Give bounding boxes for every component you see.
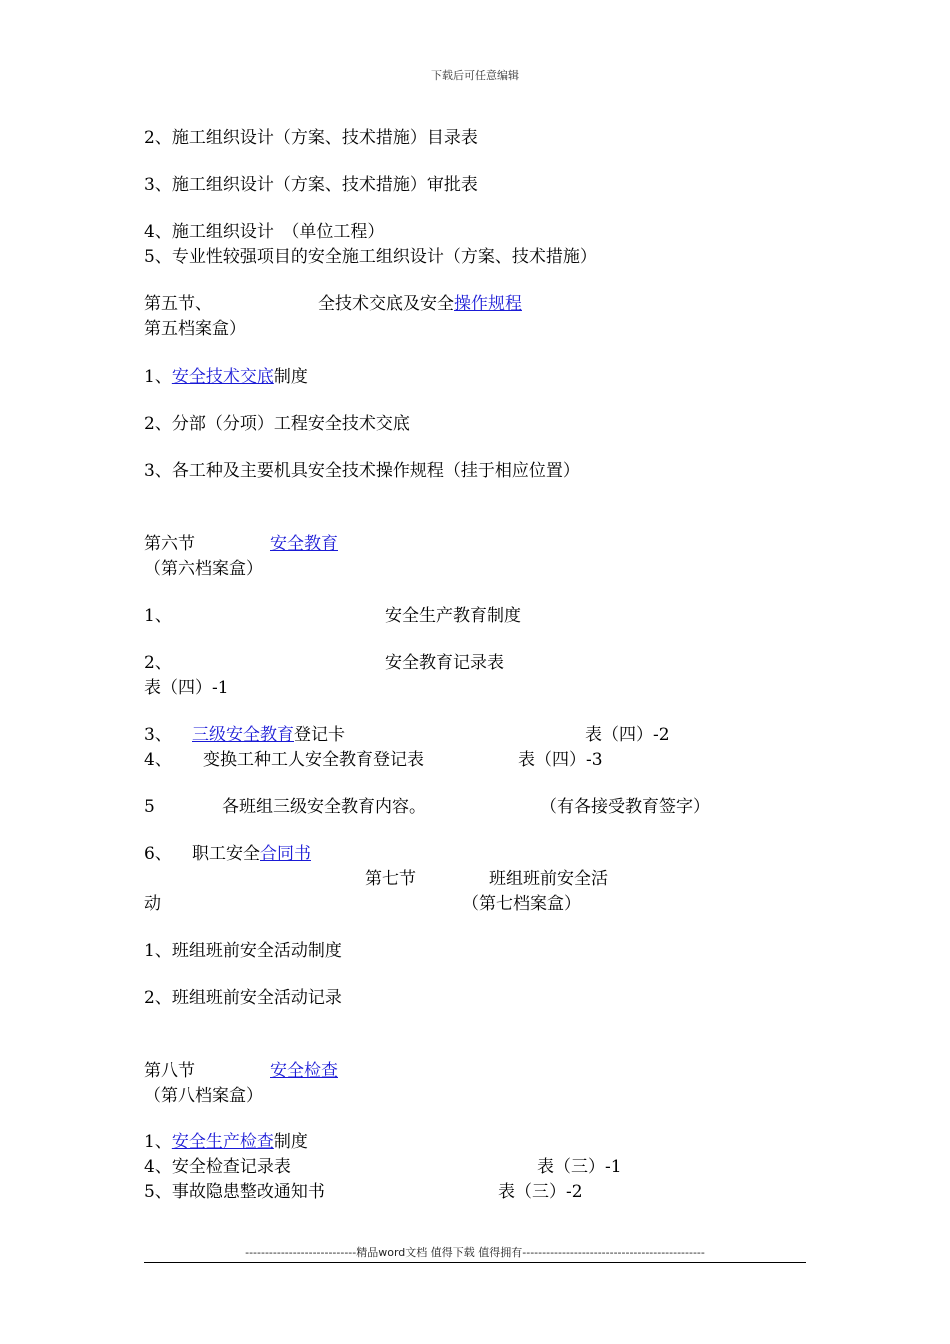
- list-item-special-design: 5、专业性较强项目的安全施工组织设计（方案、技术措施）: [144, 247, 597, 267]
- form-ref: 表（四）-2: [585, 725, 670, 745]
- footer-rule: [144, 1262, 806, 1263]
- section-7-box: （第七档案盒）: [462, 894, 581, 914]
- list-item-toc: 2、施工组织设计（方案、技术措施）目录表: [144, 128, 478, 148]
- list-item-inspection-system: [144, 1131, 308, 1153]
- list-item-approval: 3、施工组织设计（方案、技术措施）审批表: [144, 175, 478, 195]
- page-header-note: 下载后可任意编辑: [431, 69, 519, 82]
- page-footer: ----------------------------精品word文档 值得下载 值得拥有----------------------------------------------: [245, 1246, 705, 1259]
- list-item-team-activity-record: 2、班组班前安全活动记录: [144, 988, 342, 1008]
- form-ref: 表（三）-1: [537, 1157, 622, 1177]
- section-8-label: 第八节: [144, 1061, 195, 1081]
- section-6-box: （第六档案盒）: [144, 559, 263, 579]
- section-5-title: [318, 293, 522, 315]
- list-item-hazard-notice: 5、事故隐患整改通知书: [144, 1182, 325, 1202]
- link-three-level-education[interactable]: 三级安全教育: [192, 725, 294, 745]
- section-7-title: 班组班前安全活: [489, 869, 608, 889]
- list-item-job-change-record: 变换工种工人安全教育登记表: [203, 750, 424, 770]
- section-8-box: （第八档案盒）: [144, 1086, 263, 1106]
- section-6-label: 第六节: [144, 534, 195, 554]
- section-5-label: 第五节、: [144, 294, 212, 314]
- section-7-label: 第七节: [365, 869, 416, 889]
- item-number: 6、: [144, 844, 172, 864]
- form-ref: 表（三）-2: [498, 1182, 583, 1202]
- item-text: 职工安全: [192, 844, 260, 864]
- item-number: 1、: [144, 367, 172, 387]
- list-item-operation-rules: 3、各工种及主要机具安全技术操作规程（挂于相应位置）: [144, 461, 580, 481]
- item-number: 1、: [144, 606, 172, 626]
- item-number: 3、: [144, 725, 172, 745]
- form-ref: 表（四）-1: [144, 678, 229, 698]
- item-text: 制度: [273, 367, 308, 387]
- item-text: 制度: [273, 1132, 308, 1152]
- list-item-team-activity-system: 1、班组班前安全活动制度: [144, 941, 342, 961]
- item-note: （有各接受教育签字）: [540, 797, 710, 817]
- item-number: 1、: [144, 1132, 172, 1152]
- section-5-title-text: 全技术交底及安全: [318, 294, 454, 314]
- link-safety-education[interactable]: 安全教育: [270, 534, 338, 554]
- list-item-team-education: 各班组三级安全教育内容。: [222, 797, 426, 817]
- list-item-subitem-disclosure: 2、分部（分项）工程安全技术交底: [144, 414, 410, 434]
- item-number: 5: [144, 797, 155, 817]
- form-ref: 表（四）-3: [518, 750, 603, 770]
- list-item-education-system: 安全生产教育制度: [385, 606, 521, 626]
- section-7-title-end: 动: [144, 894, 161, 914]
- list-item-inspection-record: 4、安全检查记录表: [144, 1157, 291, 1177]
- list-item-unit-design: 4、施工组织设计 （单位工程）: [144, 222, 385, 242]
- list-item-disclosure-system: [144, 366, 308, 388]
- item-number: 4、: [144, 750, 172, 770]
- list-item-contract: [192, 843, 311, 865]
- item-number: 2、: [144, 653, 172, 673]
- link-contract[interactable]: 合同书: [260, 844, 311, 864]
- link-safety-inspection[interactable]: 安全检查: [270, 1061, 338, 1081]
- item-text: 登记卡: [294, 725, 345, 745]
- link-production-inspection[interactable]: 安全生产检查: [171, 1132, 274, 1152]
- list-item-three-level-card: [192, 724, 345, 746]
- link-operation-rules[interactable]: 操作规程: [454, 294, 522, 314]
- section-5-box: 第五档案盒）: [144, 319, 246, 339]
- list-item-education-record: 安全教育记录表: [385, 653, 504, 673]
- link-safety-tech-disclosure[interactable]: 安全技术交底: [171, 367, 274, 387]
